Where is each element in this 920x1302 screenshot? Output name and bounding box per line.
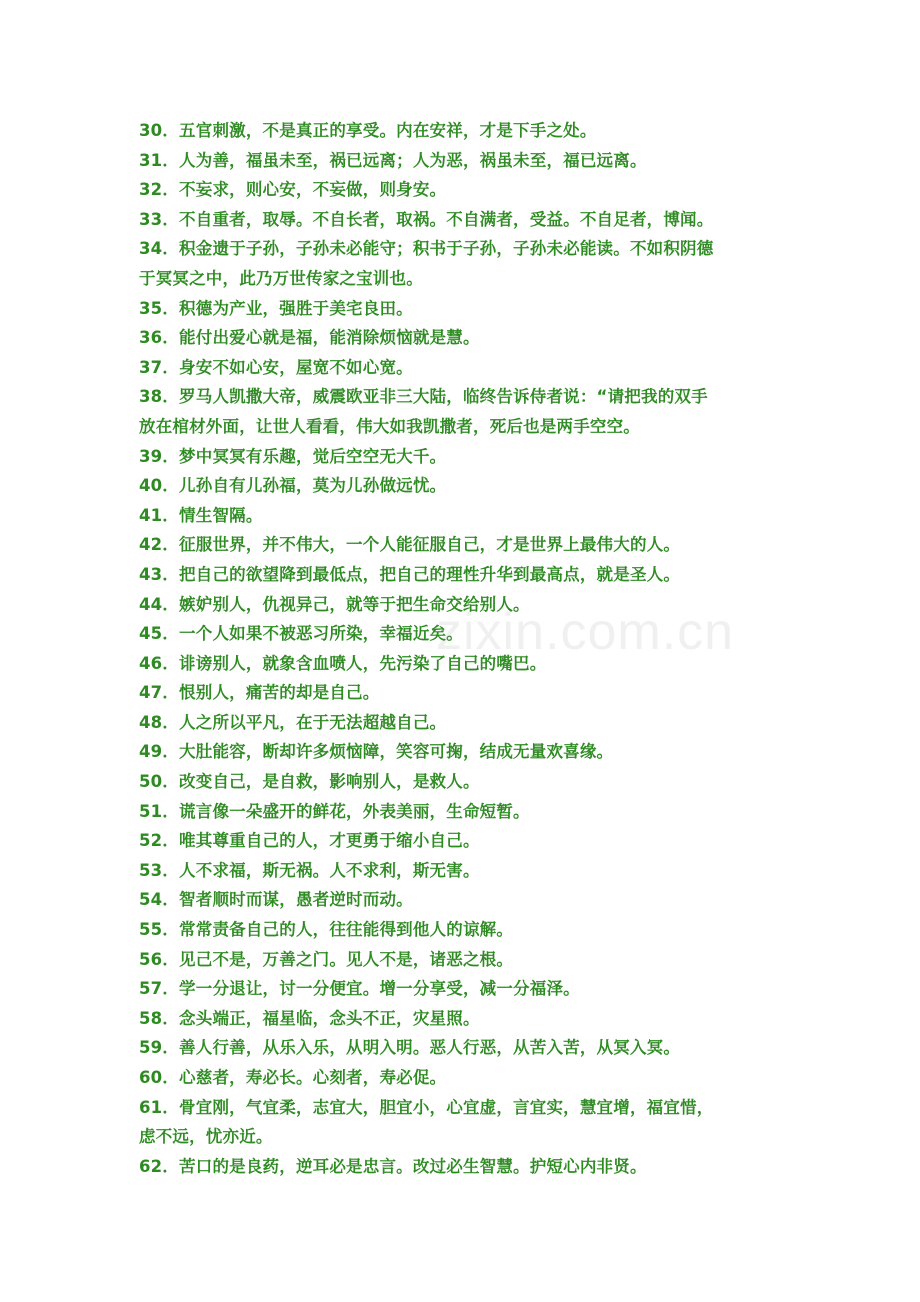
text-line: 59．善人行善，从乐入乐，从明入明。恶人行恶，从苦入苦，从冥入冥。 [139,1038,681,1058]
text-line: 40．儿孙自有儿孙福，莫为儿孙做远忧。 [139,476,447,496]
text-line: 35．积德为产业，强胜于美宅良田。 [139,298,413,318]
text-line: 62．苦口的是良药，逆耳必是忠言。改过必生智慧。护短心内非贤。 [139,1156,647,1176]
text-line: 47．恨别人，痛苦的却是自己。 [139,683,380,703]
text-line: 44．嫉妒别人，仇视异己，就等于把生命交给别人。 [139,594,530,614]
text-line: 48．人之所以平凡，在于无法超越自己。 [139,712,447,732]
text-line: 32．不妄求，则心安，不妄做，则身安。 [139,180,447,200]
text-line: 41．情生智隔。 [139,505,263,525]
text-line: 38．罗马人凯撒大帝，威震欧亚非三大陆，临终告诉侍者说：“请把我的双手 [139,387,708,407]
text-line: 于冥冥之中，此乃万世传家之宝训也。 [139,268,423,288]
text-line: 58．念头端正，福星临，念头不正，灾星照。 [139,1008,480,1028]
text-line: 36．能付出爱心就是福，能消除烦恼就是慧。 [139,328,480,348]
text-line: 34．积金遗于子孙，子孙未必能守；积书于子孙，子孙未必能读。不如积阴德 [139,239,714,259]
text-line: 39．梦中冥冥有乐趣，觉后空空无大千。 [139,446,447,466]
text-line: 37．身安不如心安，屋宽不如心宽。 [139,357,413,377]
text-line: 51．谎言像一朵盛开的鲜花，外表美丽，生命短暂。 [139,801,530,821]
text-line: 放在棺材外面，让世人看看，伟大如我凯撒者，死后也是两手空空。 [139,416,640,436]
text-line: 31．人为善，福虽未至，祸已远离；人为恶，祸虽未至，福已远离。 [139,150,647,170]
text-line: 50．改变自己，是自救，影响别人，是救人。 [139,772,480,792]
text-line: 49．大肚能容，断却许多烦恼障，笑容可掬，结成无量欢喜缘。 [139,742,614,762]
text-line: 55．常常责备自己的人，往往能得到他人的谅解。 [139,920,514,940]
text-line: 45．一个人如果不被恶习所染，幸福近矣。 [139,624,463,644]
text-line: 33．不自重者，取辱。不自长者，取祸。不自满者，受益。不自足者，博闻。 [139,209,714,229]
document-body [139,116,779,1181]
text-line: 52．唯其尊重自己的人，才更勇于缩小自己。 [139,831,480,851]
text-line: 57．学一分退让，讨一分便宜。增一分享受，减一分福泽。 [139,979,580,999]
text-line: 30．五官刺激，不是真正的享受。内在安祥，才是下手之处。 [139,121,597,140]
text-line: 42．征服世界，并不伟大，一个人能征服自己，才是世界上最伟大的人。 [139,535,681,555]
text-line: 60．心慈者，寿必长。心刻者，寿必促。 [139,1068,447,1087]
text-line: 53．人不求福，斯无祸。人不求利，斯无害。 [139,860,480,880]
text-line: 43．把自己的欲望降到最低点，把自己的理性升华到最高点，就是圣人。 [139,564,681,584]
text-line: 61．骨宜刚，气宜柔，志宜大，胆宜小，心宜虚，言宜实，慧宜增，福宜惜， [139,1097,714,1117]
text-line: 54．智者顺时而谋，愚者逆时而动。 [139,890,413,910]
text-line: 56．见己不是，万善之门。见人不是，诸恶之根。 [139,949,514,969]
text-line: 虑不远，忧亦近。 [139,1127,273,1147]
text-line: 46．诽谤别人，就象含血喷人，先污染了自己的嘴巴。 [139,653,547,673]
watermark: zixin.com.cn [436,603,735,661]
